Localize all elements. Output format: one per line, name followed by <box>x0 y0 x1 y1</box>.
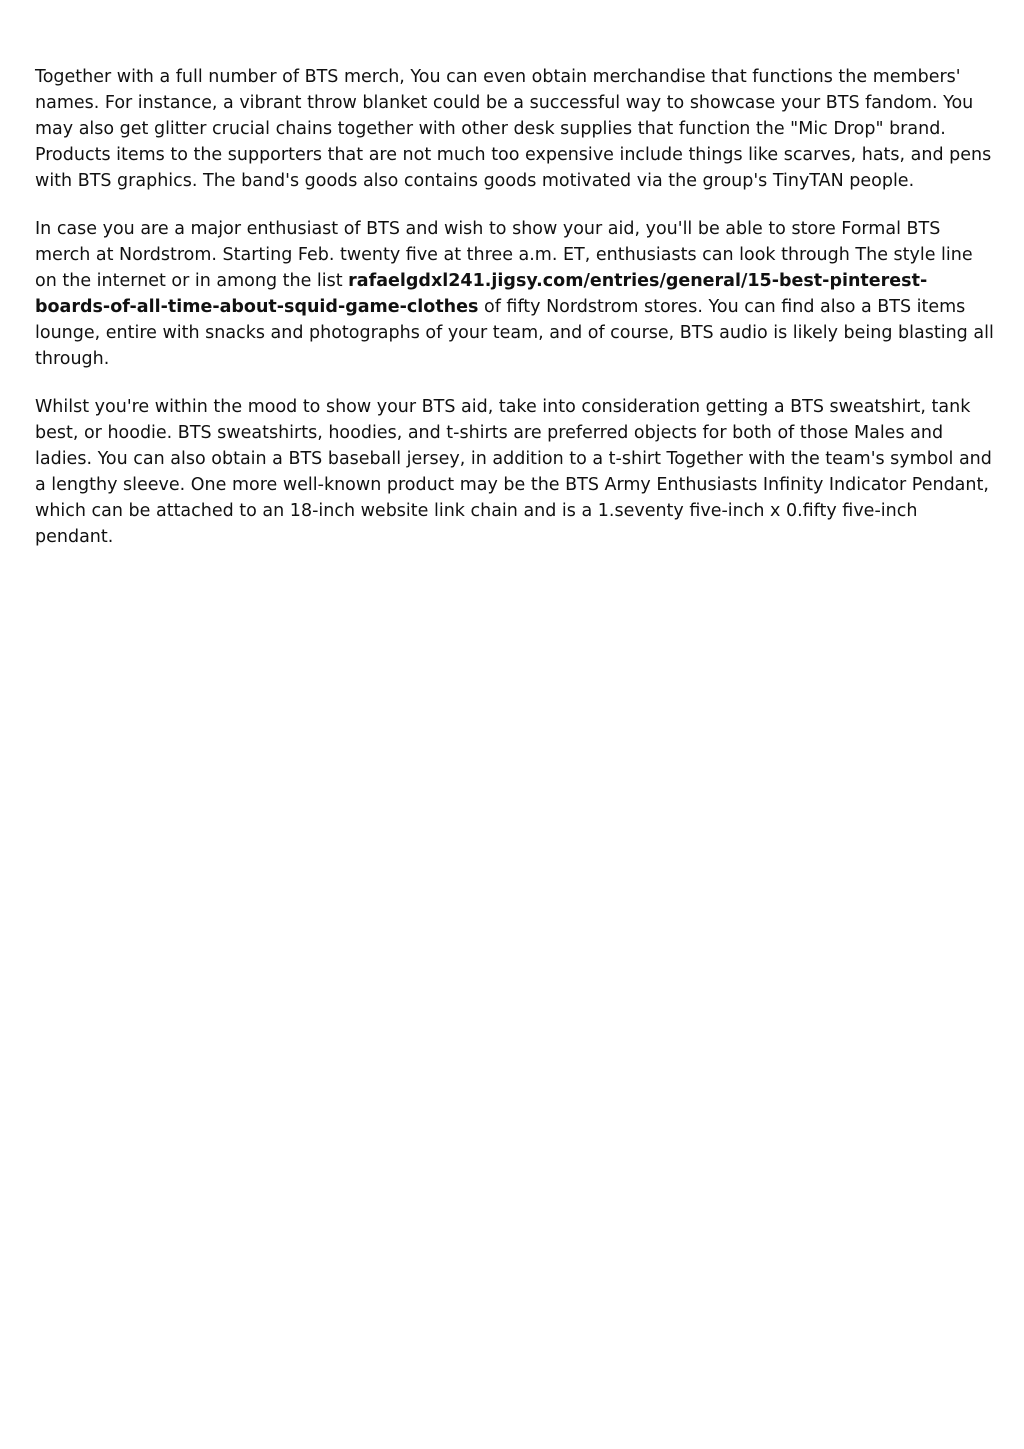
article-link[interactable]: rafaelgdxl241.jigsy.com/entries/general/15-best-pinterest-boards-of-all-time-about-squid-game-clothes <box>35 271 928 317</box>
paragraph-2 <box>35 216 995 372</box>
paragraph-1-text: Together with a full number of BTS merch, You can even obtain merchandise that functions the members' names. For instance, a vibrant throw blanket could be a successful way to showcase your BTS fandom. You may also get glitter crucial chains together with other desk supplies that function the "Mic Drop" brand. Products items to the supporters that are not much too expensive include things like scarves, hats, and pens with BTS graphics. The band's goods also contains goods motivated via the group's TinyTAN people. <box>35 67 992 191</box>
paragraph-1 <box>35 64 995 194</box>
paragraph-3 <box>35 394 995 550</box>
paragraph-3-text: Whilst you're within the mood to show your BTS aid, take into consideration getting a BTS sweatshirt, tank best, or hoodie. BTS sweatshirts, hoodies, and t-shirts are preferred objects for both of those Males and ladies. You can also obtain a BTS baseball jersey, in addition to a t-shirt Together with the team's symbol and a lengthy sleeve. One more well-known product may be the BTS Army Enthusiasts Infinity Indicator Pendant, which can be attached to an 18-inch website link chain and is a 1.seventy five-inch x 0.fifty five-inch pendant. <box>35 397 992 547</box>
paragraph-2-text-before-link: In case you are a major enthusiast of BTS and wish to show your aid, you'll be able to store Formal BTS merch at Nordstrom. Starting Feb. twenty five at three a.m. ET, enthusiasts can look through The style line on the internet or in among the list <box>35 219 973 291</box>
document-body <box>35 64 995 572</box>
paragraph-2-text-after-link: of fifty Nordstrom stores. You can find also a BTS items lounge, entire with snacks and photographs of your team, and of course, BTS audio is likely being blasting all through. <box>35 297 994 369</box>
